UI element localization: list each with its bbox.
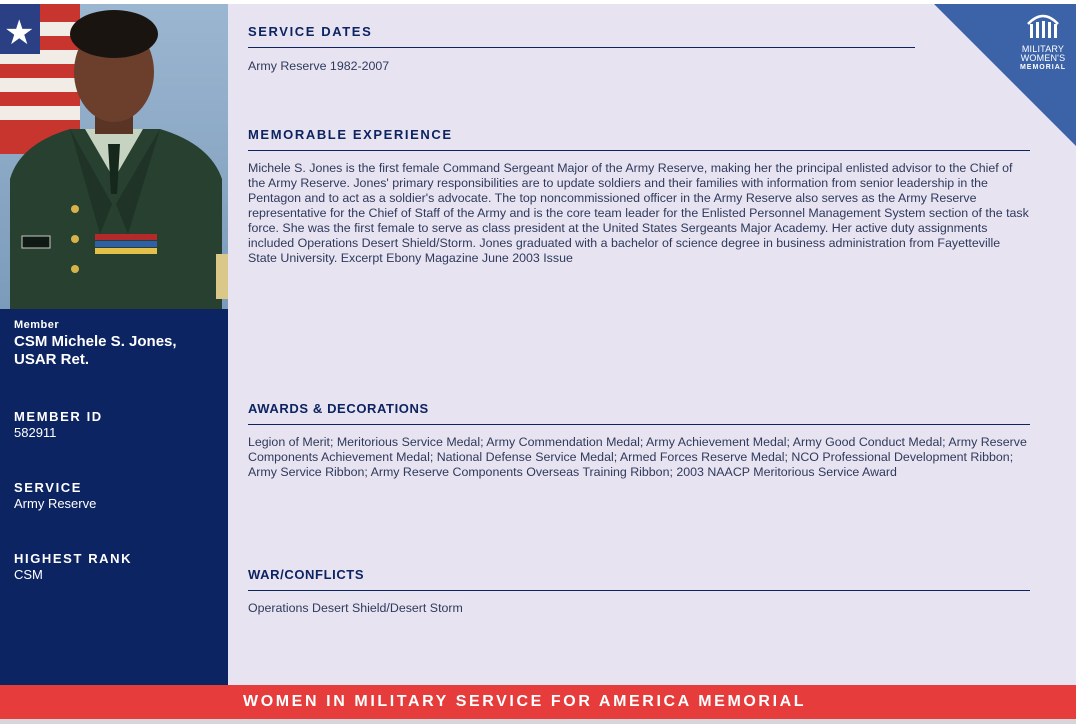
service-value: Army Reserve <box>14 496 97 511</box>
member-name-block <box>14 319 214 369</box>
rank-block <box>14 551 132 582</box>
memorial-building-icon <box>1026 10 1060 40</box>
bottom-strip <box>0 719 1076 724</box>
war-conflicts-heading: WAR/CONFLICTS <box>248 567 365 582</box>
rank-value: CSM <box>14 567 43 582</box>
divider <box>248 424 1030 425</box>
member-id-block <box>14 409 103 440</box>
rank-label: HIGHEST RANK <box>14 551 133 566</box>
member-sidebar <box>0 4 228 685</box>
logo-line-2: WOMEN'S <box>1020 53 1066 63</box>
footer-text: WOMEN IN MILITARY SERVICE FOR AMERICA MEMORIAL <box>243 693 807 710</box>
service-block <box>14 480 96 511</box>
war-conflicts-text: Operations Desert Shield/Desert Storm <box>248 601 463 615</box>
memorable-experience-text: Michele S. Jones is the first female Command Sergeant Major of the Army Reserve, making her the principal enlisted advisor to the Chief of the Army Reserve. Jones' primary responsibilities are to update soldiers and their families with information from senior leadership in the Pentagon and to act as a soldier's advocate. The top noncommissioned officer in the Army Reserve also serves as the Army Reserve representative for the Chief of Staff of the Army and is the core team leader for the Enlisted Personnel Management System section of the task force. She was the first female to serve as class president at the United States Sergeants Major Academy. Her active duty assignments included Operations Desert Shield/Storm. Jones graduated with a bachelor of science degree in business administration from Fayetteville State University. Excerpt Ebony Magazine June 2003 Issue <box>248 161 1029 265</box>
divider <box>248 590 1030 591</box>
logo-line-1: MILITARY <box>1021 44 1065 54</box>
logo-line-3: MEMORIAL <box>1019 64 1067 71</box>
divider <box>248 47 915 48</box>
svg-text:★: ★ <box>4 13 35 53</box>
service-dates-heading: SERVICE DATES <box>248 24 373 39</box>
memorial-logo[interactable] <box>1012 10 1074 72</box>
footer-banner <box>0 685 1076 719</box>
awards-text: Legion of Merit; Meritorious Service Medal; Army Commendation Medal; Army Achievement Medal; Army Good Conduct Medal; Army Reserve Components Achievement Medal; National Defense Service Medal; Armed Forces Reserve Medal; NCO Professional Development Ribbon; Army Service Ribbon; Army Reserve Components Overseas Training Ribbon; 2003 NAACP Meritorious Service Award <box>248 435 1027 479</box>
service-label: SERVICE <box>14 480 83 495</box>
member-name: CSM Michele S. Jones, USAR Ret. <box>14 333 177 368</box>
member-card <box>0 4 1076 685</box>
divider <box>248 150 1030 151</box>
member-id-value: 582911 <box>14 425 57 440</box>
member-portrait-photo <box>0 4 228 309</box>
member-caption: Member <box>14 319 60 331</box>
service-dates-text: Army Reserve 1982-2007 <box>248 59 390 73</box>
member-id-label: MEMBER ID <box>14 409 103 424</box>
memorable-experience-heading: MEMORABLE EXPERIENCE <box>248 127 453 142</box>
awards-heading: AWARDS & DECORATIONS <box>248 401 429 416</box>
